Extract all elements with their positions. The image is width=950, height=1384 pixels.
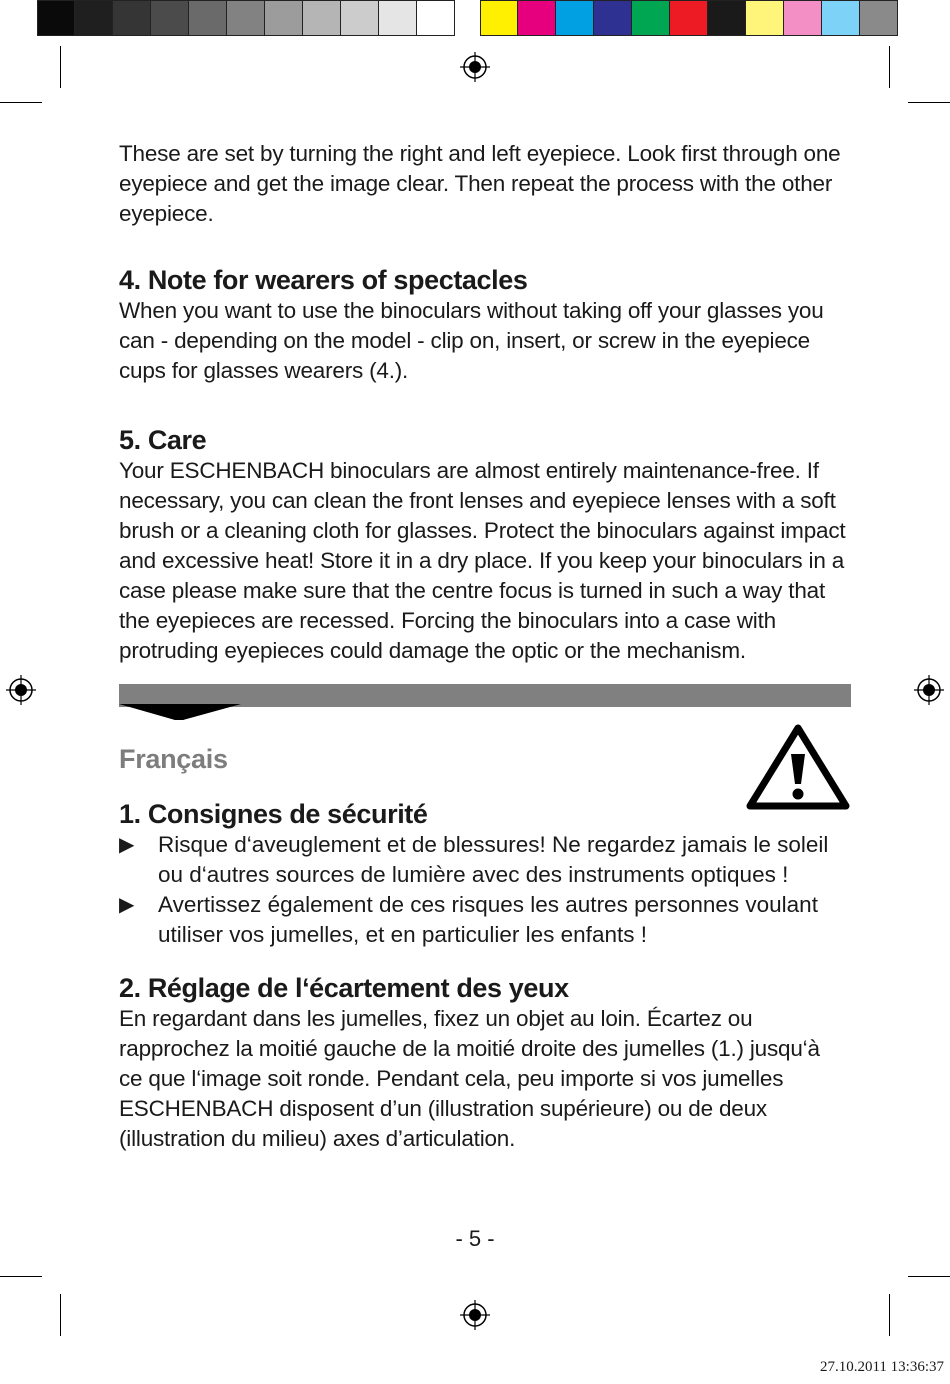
color-swatch — [417, 0, 455, 36]
color-swatch — [822, 0, 860, 36]
safety-section — [119, 798, 849, 950]
crop-mark — [889, 1294, 890, 1336]
color-swatch — [518, 0, 556, 36]
color-swatch — [151, 0, 189, 36]
color-swatch — [113, 0, 151, 36]
color-swatch — [480, 0, 518, 36]
crop-mark — [908, 102, 950, 103]
divider-pointer-icon — [119, 694, 241, 720]
intro-paragraph: These are set by turning the right and left eyepiece. Look first through one eyepiece and get the image clear. Then repeat the process with the other eyepiece. — [119, 141, 841, 226]
color-swatch — [556, 0, 594, 36]
crop-mark — [60, 46, 61, 88]
section-heading: 4. Note for wearers of spectacles — [119, 265, 528, 295]
color-swatch — [594, 0, 632, 36]
color-swatch — [37, 0, 75, 36]
eye-distance-paragraph: En regardant dans les jumelles, fixez un objet au loin. Écartez ou rapprochez la moitié gauche de la moitié droite des jumelles (1.) jusqu‘à ce que l‘image soit ronde. Pendant cela, peu importe si vos jumelles ESCHENBACH disposent d’un (illustration supérieure) ou de deux (illustration du milieu) axes d’articulation. — [119, 1006, 820, 1151]
crop-mark — [889, 46, 890, 88]
color-swatch — [303, 0, 341, 36]
list-item-text: Risque d‘aveuglement et de blessures! Ne regardez jamais le soleil ou d‘autres sources de lumière avec des instruments optiques ! — [158, 832, 829, 887]
color-swatch — [708, 0, 746, 36]
french-section — [119, 744, 849, 775]
intro-section — [119, 139, 849, 229]
section-heading: 5. Care — [119, 425, 207, 455]
color-swatch — [227, 0, 265, 36]
color-swatch — [265, 0, 303, 36]
registration-mark-icon — [914, 675, 944, 705]
spectacles-paragraph: When you want to use the binoculars without taking off your glasses you can - depending on the model - clip on, insert, or screw in the eyepiece cups for glasses wearers (4.). — [119, 298, 824, 383]
section-heading: 2. Réglage de l‘écartement des yeux — [119, 973, 569, 1003]
color-swatch — [860, 0, 898, 36]
page-number: - 5 - — [455, 1226, 495, 1251]
bullet-arrow-icon: ▶ — [119, 894, 135, 916]
color-swatch — [341, 0, 379, 36]
color-calibration-bar — [480, 0, 898, 38]
print-timestamp: 27.10.2011 13:36:37 — [819, 1359, 944, 1375]
eye-distance-section — [119, 972, 849, 1154]
list-item-text: Avertissez également de ces risques les autres personnes voulant utiliser vos jumelles, et en particulier les enfants ! — [158, 892, 818, 947]
color-swatch — [746, 0, 784, 36]
list-item — [119, 830, 849, 890]
color-swatch — [632, 0, 670, 36]
crop-mark — [60, 1294, 61, 1336]
care-section — [119, 424, 849, 666]
color-swatch — [784, 0, 822, 36]
color-swatch — [189, 0, 227, 36]
list-item — [119, 890, 849, 950]
crop-mark — [0, 1276, 42, 1277]
crop-mark — [908, 1276, 950, 1277]
crop-mark — [0, 102, 42, 103]
gray-calibration-bar — [37, 0, 455, 38]
color-swatch — [379, 0, 417, 36]
care-paragraph: Your ESCHENBACH binoculars are almost entirely maintenance-free. If necessary, you can clean the front lenses and eyepiece lenses with a soft brush or a cleaning cloth for glasses. Protect the binoculars against impact and excessive heat! Store it in a dry place. If you keep your binoculars in a case please make sure that the centre focus is turned in such a way that the eyepieces are recessed. Forcing the binoculars into a case with protruding eyepieces could damage the optic or the mechanism. — [119, 458, 846, 663]
registration-mark-icon — [6, 675, 36, 705]
color-swatch — [670, 0, 708, 36]
color-swatch — [75, 0, 113, 36]
registration-mark-icon — [460, 1300, 490, 1330]
registration-mark-icon — [460, 52, 490, 82]
language-label: Français — [119, 744, 228, 774]
spectacles-section — [119, 264, 849, 386]
section-heading: 1. Consignes de sécurité — [119, 799, 428, 829]
bullet-arrow-icon: ▶ — [119, 834, 135, 856]
